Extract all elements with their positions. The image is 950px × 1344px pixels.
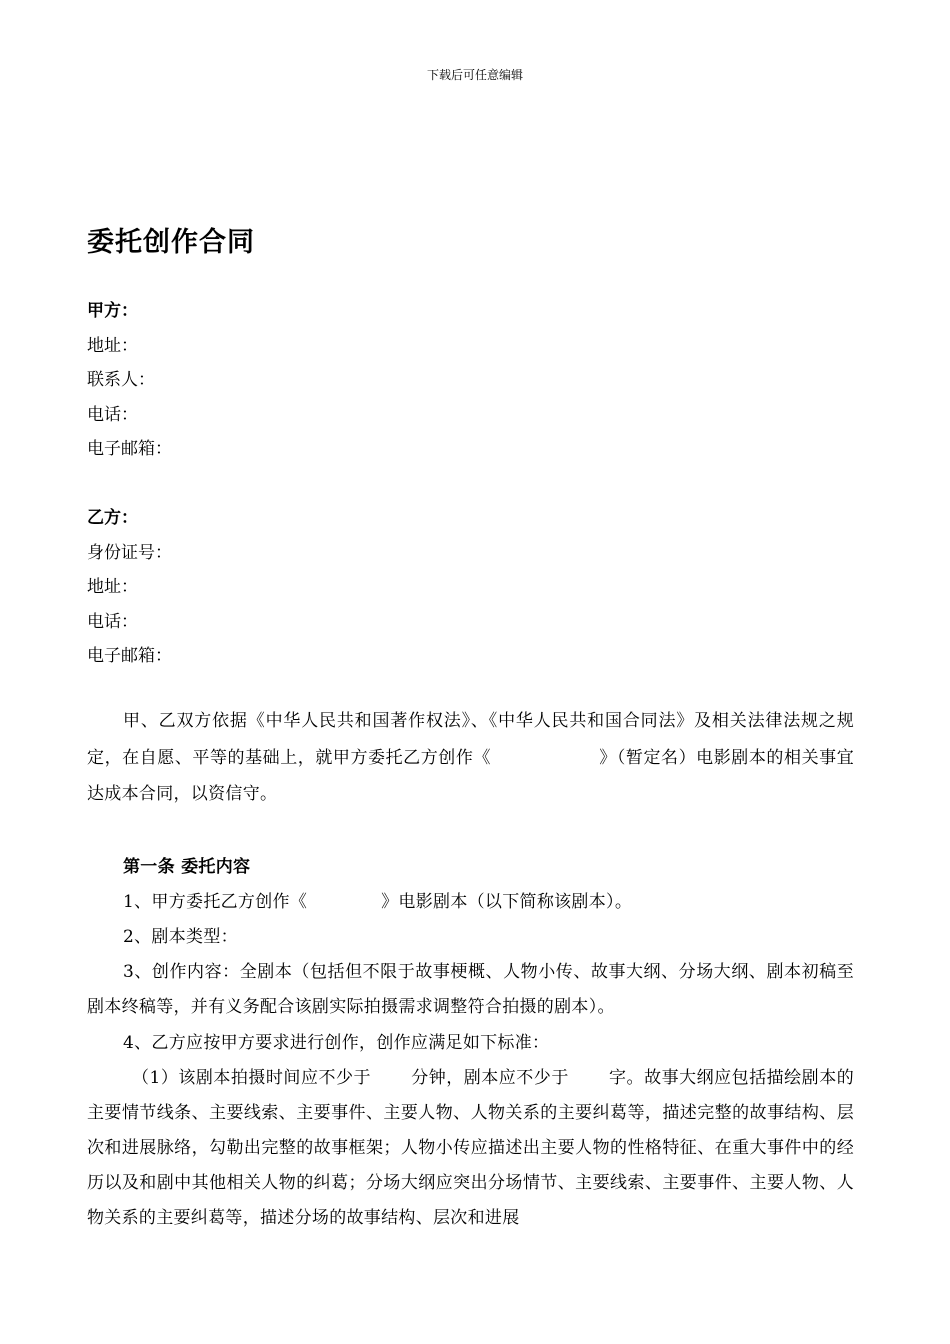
item4-1-text-part1: （1）该剧本拍摄时间应不少于 <box>132 1068 371 1088</box>
intro-paragraph <box>87 703 854 813</box>
article1-item4: 4、乙方应按甲方要求进行创作，创作应满足如下标准： <box>123 1033 550 1053</box>
article1-item4-1 <box>87 1061 854 1236</box>
intro-text-part1: 甲、乙双方依据《中华人民共和国著作权法》、《中华人民共和国合同法》及相关法律法规之规定，在自愿、平等的基础上，就甲方委托乙方创作《 <box>87 711 854 768</box>
party-b-heading: 乙方： <box>87 508 138 528</box>
header-note: 下载后可任意编辑 <box>426 68 523 82</box>
item4-1-text-part3: 字。故事大纲应包括描绘剧本的主要情节线条、主要线索、主要事件、主要人物、人物关系的主要纠葛等，描述完整的故事结构、层次和进展脉络，勾勒出完整的故事框架；人物小传应描述出主要人物的性格特征、在重大事件中的经历以及和剧中其他相关人物的纠葛；分场大纲应突出分场情节、主要线索、主要事件、主要人物、人物关系的主要纠葛等，描述分场的故事结构、层次和进展 <box>87 1068 855 1228</box>
article1-item3: 3、创作内容：全剧本（包括但不限于故事梗概、人物小传、故事大纲、分场大纲、剧本初稿至剧本终稿等，并有义务配合该剧实际拍摄需求调整符合拍摄的剧本）。 <box>87 962 854 1017</box>
intro-text-part2: 》（暂定名）电影剧本的相关事宜达成本合同，以资信守。 <box>87 747 854 804</box>
party-b-section <box>87 501 857 674</box>
party-a-contact: 联系人： <box>87 370 155 390</box>
article1-item1 <box>87 885 854 920</box>
document-title: 委托创作合同 <box>87 227 255 258</box>
party-a-email: 电子邮箱： <box>87 439 172 459</box>
item1-text-part1: 1、甲方委托乙方创作《 <box>123 892 308 912</box>
article1-heading: 第一条 委托内容 <box>123 857 251 877</box>
party-b-id-number: 身份证号： <box>87 542 172 563</box>
party-b-phone: 电话： <box>87 611 138 632</box>
item1-text-part2: 》电影剧本（以下简称该剧本）。 <box>381 892 633 912</box>
party-a-phone: 电话： <box>87 404 138 425</box>
party-a-address: 地址： <box>87 335 138 356</box>
article1-item2: 2、剧本类型： <box>123 927 238 947</box>
item4-1-text-part2: 分钟，剧本应不少于 <box>411 1068 569 1088</box>
party-a-section <box>87 294 857 467</box>
party-a-heading: 甲方： <box>87 301 138 321</box>
party-b-address: 地址： <box>87 577 138 597</box>
party-b-email: 电子邮箱： <box>87 646 172 666</box>
